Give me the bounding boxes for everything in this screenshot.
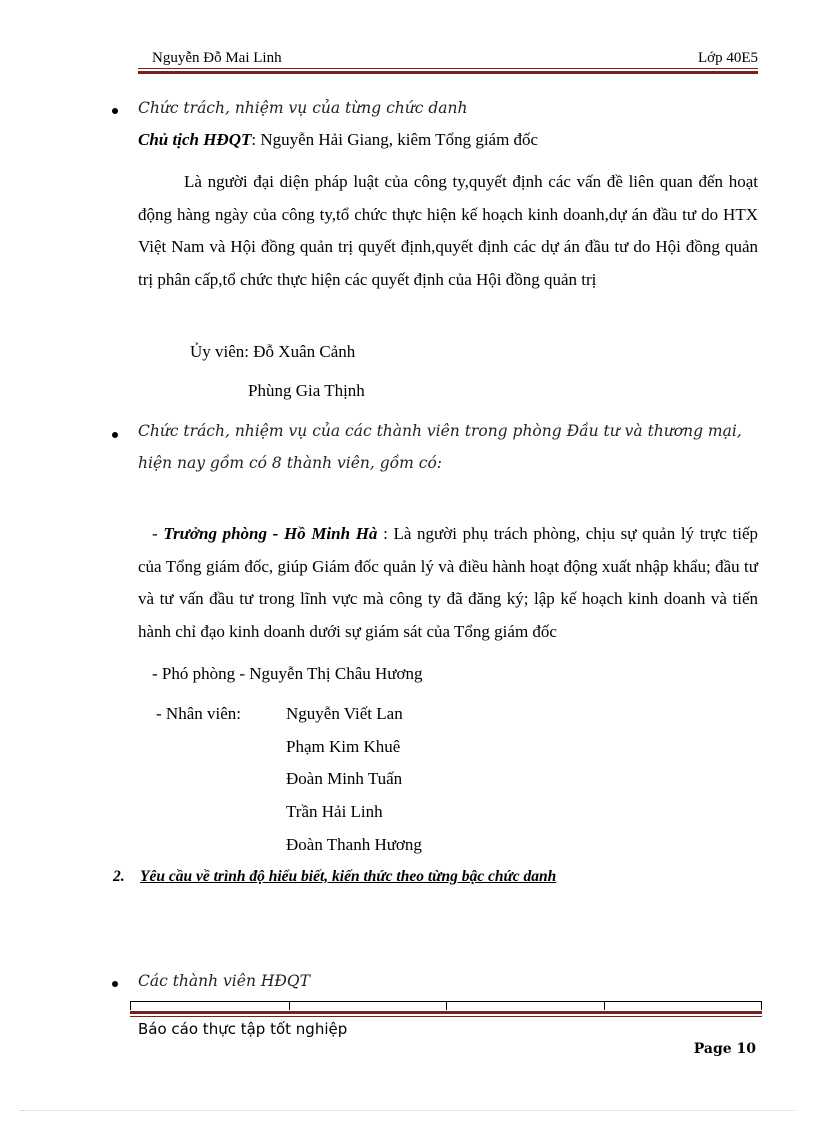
page-number: Page 10 <box>693 1041 756 1057</box>
bullet-icon <box>112 981 118 987</box>
staff-3: Đoàn Minh Tuấn <box>286 769 403 788</box>
table-col-divider <box>446 1001 447 1010</box>
staff-1: Nguyễn Viết Lan <box>286 704 403 723</box>
staff-5: Đoàn Thanh Hương <box>286 835 422 854</box>
footer-rule-thick <box>130 1011 762 1014</box>
bullet-icon <box>112 432 118 438</box>
members-label: Ủy viên: <box>190 342 250 361</box>
members-line <box>190 342 355 362</box>
table-col-divider <box>289 1001 290 1010</box>
header-rule-thin <box>138 68 758 69</box>
head-desc: : Là người phụ trách phòng, chịu sự quản lý trực tiếp của Tổng giám đốc, giúp Giám đốc quản lý và điều hành hoạt động xuất nhập khẩu; đầu tư và tư vấn đầu tư trong lĩnh vực mà công ty đã đăng ký; lập kế hoạch kinh doanh và tiến hành chỉ đạo kinh doanh dưới sự giám sát của Tổng giám đốc <box>138 524 758 641</box>
member-2: Phùng Gia Thịnh <box>248 381 365 400</box>
staff-4: Trần Hải Linh <box>286 802 383 821</box>
section3-number: 2. <box>113 868 125 885</box>
table-col-divider <box>761 1001 762 1010</box>
head-title: Trưởng phòng - Hồ Minh Hà <box>163 524 378 543</box>
head-prefix: - <box>152 524 164 543</box>
bullet-icon <box>112 108 118 114</box>
page-bottom-divider <box>20 1110 796 1111</box>
chair-line <box>138 130 538 150</box>
staff-2: Phạm Kim Khuê <box>286 737 401 756</box>
section2-heading-line2: hiện nay gồm có 8 thành viên, gồm có: <box>138 454 443 472</box>
section3-heading: Yêu cầu về trình độ hiểu biết, kiến thức theo từng bậc chức danh <box>140 868 557 885</box>
chair-paragraph: Là người đại diện pháp luật của công ty,quyết định các vấn đề liên quan đến hoạt động hàng ngày của công ty,tổ chức thực hiện kế hoạch kinh doanh,dự án đầu tư do HTX Việt Nam và Hội đồng quản trị quyết định,quyết định các dự án đầu tư do Hội đồng quản trị phân cấp,tổ chức thực hiện các quyết định của Hội đồng quản trị <box>138 172 758 289</box>
table-col-divider <box>130 1001 131 1010</box>
table-col-divider <box>604 1001 605 1010</box>
deputy-line: - Phó phòng - Nguyễn Thị Châu Hương <box>152 664 423 683</box>
hdqt-members-item: Các thành viên HĐQT <box>138 972 310 990</box>
section1-heading: Chức trách, nhiệm vụ của từng chức danh <box>138 99 468 117</box>
chair-desc: : Nguyễn Hải Giang, kiêm Tổng giám đốc <box>251 130 539 149</box>
chair-title: Chủ tịch HĐQT <box>138 130 252 149</box>
footer-rule-thin <box>130 1016 762 1017</box>
member-1: Đỗ Xuân Cảnh <box>253 342 356 361</box>
header-class: Lớp 40E5 <box>697 50 758 66</box>
head-paragraph <box>138 518 758 648</box>
section2-heading-line1: Chức trách, nhiệm vụ của các thành viên trong phòng Đầu tư và thương mại, <box>138 422 742 440</box>
header-author: Nguyễn Đỗ Mai Linh <box>152 50 282 66</box>
staff-label: - Nhân viên: <box>156 704 241 723</box>
header-rule-thick <box>138 71 758 74</box>
footer-text: Báo cáo thực tập tốt nghiệp <box>138 1020 348 1038</box>
